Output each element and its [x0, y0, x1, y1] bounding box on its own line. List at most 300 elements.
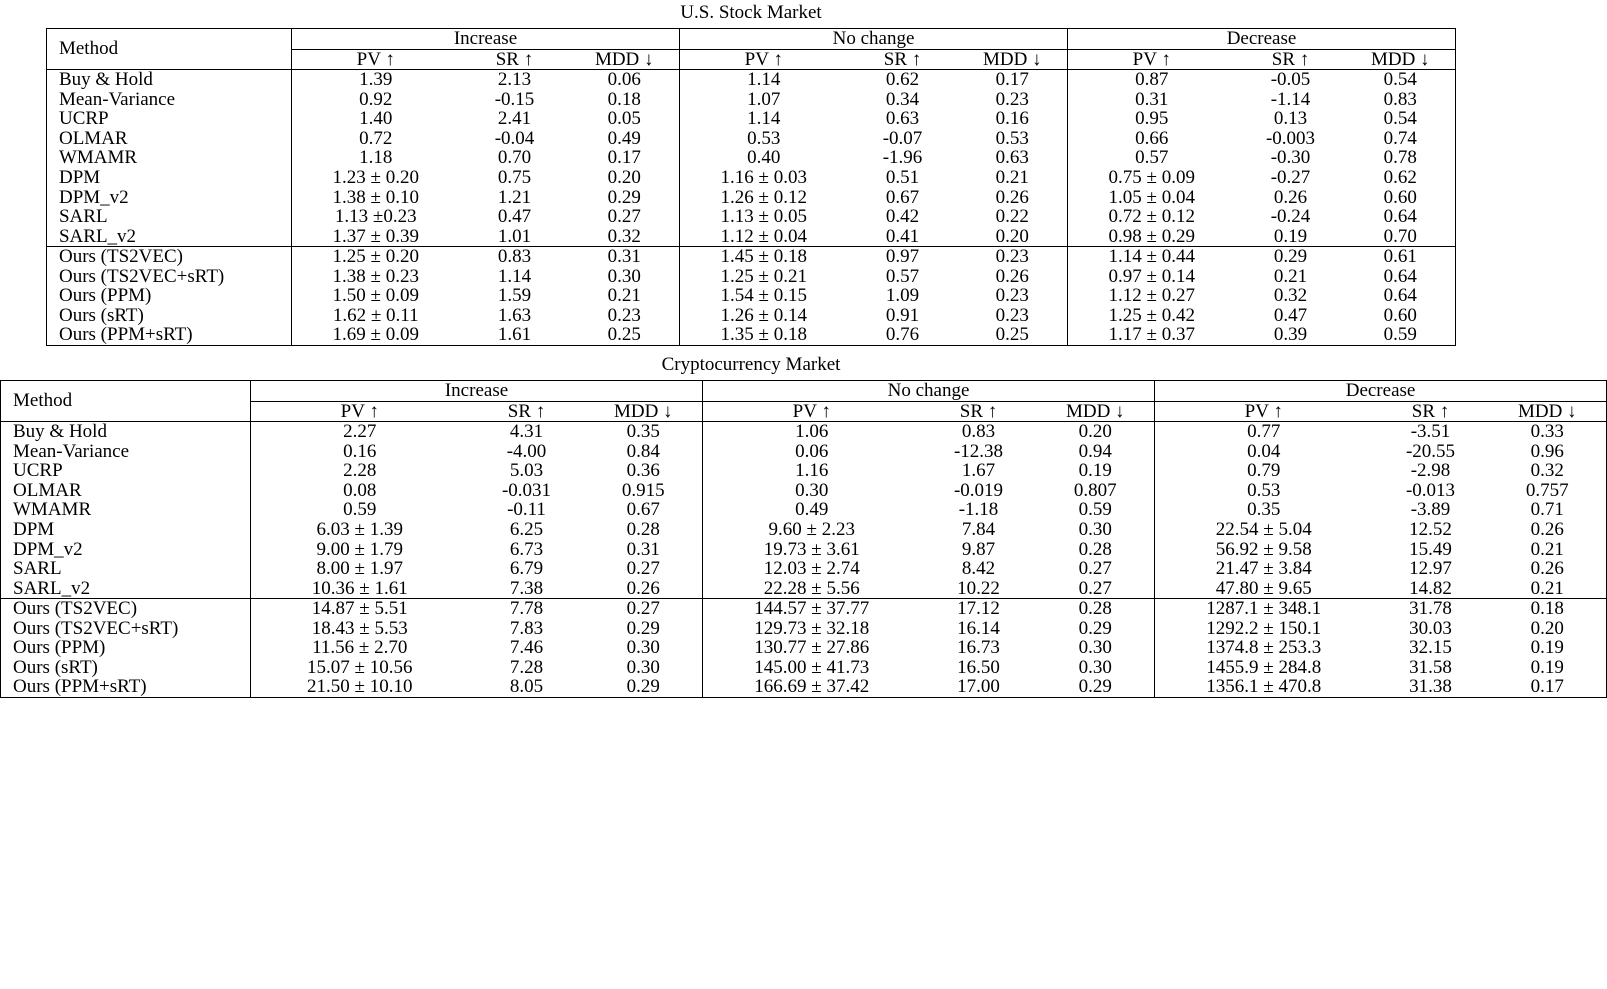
table-cell: 1.62 ± 0.11: [332, 304, 419, 326]
table-cell: 0.94: [1037, 442, 1155, 462]
row-method-label: UCRP: [1, 461, 251, 481]
table-cell: 0.67: [585, 500, 703, 520]
header-group-decrease: Decrease: [1155, 381, 1607, 402]
table-cell: 144.57 ± 37.77: [703, 599, 921, 619]
table-cell: 0.60: [1346, 306, 1456, 326]
table-cell: -0.07: [882, 127, 923, 149]
row-method-label: WMAMR: [1, 500, 251, 520]
table-row: [1, 422, 1607, 442]
table-cell: 0.26: [1273, 186, 1308, 208]
header-metric-sr-increase: SR ↑: [459, 49, 569, 70]
table-cell: 30.03: [1409, 617, 1452, 639]
table-cell: 0.757: [1489, 481, 1607, 501]
table-cell: 0.62: [848, 70, 958, 90]
table-cell: 166.69 ± 37.42: [703, 677, 921, 697]
table-cell: 0.72 ± 0.12: [1108, 206, 1195, 228]
table-cell: 16.73: [957, 637, 1000, 659]
table-cell: 0.40: [747, 147, 781, 169]
table-row: [46, 267, 1455, 287]
table-cell: 0.83: [1346, 90, 1456, 110]
table-cell: 0.95: [1135, 108, 1169, 130]
table-cell: 1.50 ± 0.09: [332, 285, 419, 307]
table-cell: 1.38 ± 0.23: [332, 265, 419, 287]
table-cell: 0.97: [848, 247, 958, 267]
table-cell: 129.73 ± 32.18: [754, 617, 870, 639]
table-cell: -12.38: [953, 440, 1004, 462]
table-cell: 0.98 ± 0.29: [1108, 225, 1195, 247]
table-cell: 10.36 ± 1.61: [311, 577, 408, 599]
table-cell: 0.77: [1155, 422, 1373, 442]
table-cell: 1287.1 ± 348.1: [1155, 599, 1373, 619]
table-row: [1, 540, 1607, 560]
table-row: [1, 500, 1607, 520]
table-cell: 0.25: [569, 325, 679, 345]
table-cell: 14.87 ± 5.51: [251, 599, 469, 619]
table-cell: 4.31: [469, 422, 585, 442]
table-cell: 7.83: [509, 617, 544, 639]
row-method-label: SARL_v2: [46, 227, 291, 247]
table-cell: 16.14: [957, 617, 1000, 639]
row-method-label: Ours (TS2VEC): [46, 247, 291, 267]
table-cell: 0.16: [958, 109, 1068, 129]
table-cell: 8.00 ± 1.97: [316, 558, 403, 580]
header-metric-sr-decrease: SR ↑: [1236, 49, 1346, 70]
table-cell: 0.83: [459, 247, 569, 267]
table-cell: 1.39: [291, 70, 459, 90]
table-cell: 0.30: [569, 267, 679, 287]
table-row: [1, 638, 1607, 658]
table-caption-cryptocurrency-market: Cryptocurrency Market: [661, 354, 841, 375]
table-cell: 0.32: [569, 227, 679, 247]
table-cell: 0.41: [885, 225, 920, 247]
table-cell: 17.12: [921, 599, 1037, 619]
table-cell: 1.07: [747, 88, 781, 110]
table-cell: 0.27: [585, 599, 703, 619]
table-cell: 0.76: [848, 325, 958, 345]
row-method-label: Ours (PPM+sRT): [1, 677, 251, 697]
table-cell: 0.64: [1346, 267, 1456, 287]
table-cell: 0.53: [958, 129, 1068, 149]
table-cell: 0.23: [958, 247, 1068, 267]
table-cell: 1.13 ± 0.05: [720, 206, 807, 228]
table-cell: 0.26: [1489, 559, 1607, 579]
row-method-label: DPM: [46, 168, 291, 188]
table-cell: 0.35: [585, 422, 703, 442]
header-metric-sr-increase: SR ↑: [469, 401, 585, 422]
table-row: [46, 168, 1455, 188]
table-cell: 0.19: [1489, 638, 1607, 658]
table-cell: 0.27: [1037, 579, 1155, 599]
header-group-decrease: Decrease: [1068, 29, 1456, 50]
table-cell: -0.11: [507, 499, 546, 521]
table-row: [1, 520, 1607, 540]
header-metric-sr-no-change: SR ↑: [848, 49, 958, 70]
table-cell: 1.01: [497, 225, 532, 247]
table-cell: 1.14: [680, 70, 848, 90]
table-cell: 0.26: [1489, 520, 1607, 540]
table-cell: 56.92 ± 9.58: [1215, 538, 1312, 560]
row-method-label: SARL: [1, 559, 251, 579]
table-cell: 1.14: [747, 108, 781, 130]
table-cell: 1.59: [497, 285, 532, 307]
table-cell: 11.56 ± 2.70: [312, 637, 408, 659]
table-cell: 0.23: [958, 286, 1068, 306]
row-method-label: Ours (TS2VEC+sRT): [1, 619, 251, 639]
table-cell: 0.79: [1247, 460, 1281, 482]
table-row: [46, 70, 1455, 90]
table-cell: 0.19: [1273, 225, 1308, 247]
table-cell: 0.47: [1273, 304, 1308, 326]
table-cell: 6.03 ± 1.39: [316, 518, 403, 540]
header-method: Method: [1, 381, 251, 422]
table-cell: 31.58: [1409, 656, 1452, 678]
table-cell: 0.84: [585, 442, 703, 462]
table-cell: 0.19: [1037, 461, 1155, 481]
table-block-us-stock-market: [0, 0, 1502, 346]
table-cell: 12.97: [1409, 558, 1452, 580]
table-row: [1, 677, 1607, 697]
table-cell: 0.13: [1273, 108, 1308, 130]
table-cell: 9.00 ± 1.79: [316, 538, 403, 560]
table-cell: 0.64: [1346, 286, 1456, 306]
table-cell: 9.60 ± 2.23: [768, 518, 855, 540]
table-cell: 0.47: [497, 206, 532, 228]
table-cell: -1.96: [882, 147, 923, 169]
table-cell: 0.26: [958, 188, 1068, 208]
table-cell: 0.20: [1489, 619, 1607, 639]
table-cell: 0.26: [958, 267, 1068, 287]
table-cell: 0.31: [1135, 88, 1169, 110]
table-cell: 0.21: [1273, 265, 1308, 287]
table-cell: -1.18: [958, 499, 999, 521]
table-cell: 0.87: [1068, 70, 1236, 90]
table-cell: 1.23 ± 0.20: [332, 166, 419, 188]
table-cell: 0.71: [1489, 500, 1607, 520]
table-cell: 0.807: [1037, 481, 1155, 501]
table-cell: 0.29: [1236, 247, 1346, 267]
table-cell: 7.78: [469, 599, 585, 619]
table-cell: 6.73: [509, 538, 544, 560]
table-cell: 0.61: [1346, 247, 1456, 267]
row-method-label: Ours (PPM): [46, 286, 291, 306]
table-cell: 0.62: [1346, 168, 1456, 188]
table-cell: 0.05: [569, 109, 679, 129]
table-cell: 8.05: [469, 677, 585, 697]
header-metric-pv-increase: PV ↑: [291, 49, 459, 70]
row-method-label: WMAMR: [46, 148, 291, 168]
table-cell: 0.27: [569, 207, 679, 227]
table-cell: 1.45 ± 0.18: [680, 247, 848, 267]
header-group-no-change: No change: [680, 29, 1068, 50]
table-cell: 1.14: [497, 265, 532, 287]
table-cell: 0.53: [747, 127, 781, 149]
table-cell: 0.21: [569, 286, 679, 306]
table-cell: 0.19: [1489, 658, 1607, 678]
table-cell: 1.14 ± 0.44: [1068, 247, 1236, 267]
table-row: [46, 129, 1455, 149]
header-metric-sr-no-change: SR ↑: [921, 401, 1037, 422]
table-row: [46, 286, 1455, 306]
table-cell: 0.22: [958, 207, 1068, 227]
table-cell: 0.63: [958, 148, 1068, 168]
table-cell: 1.06: [703, 422, 921, 442]
table-cell: 0.32: [1273, 285, 1308, 307]
table-cell: 0.92: [359, 88, 393, 110]
table-cell: 15.49: [1409, 538, 1452, 560]
table-cell: 0.29: [569, 188, 679, 208]
table-header-group-row: [46, 29, 1455, 50]
table-cell: 0.20: [958, 227, 1068, 247]
table-cell: 0.23: [958, 90, 1068, 110]
table-cell: 0.04: [1247, 440, 1281, 462]
table-cell: 12.52: [1409, 518, 1452, 540]
row-method-label: Ours (TS2VEC): [1, 599, 251, 619]
table-cell: 1.37 ± 0.39: [332, 225, 419, 247]
table-row: [1, 461, 1607, 481]
table-cell: 0.49: [569, 129, 679, 149]
header-group-increase: Increase: [251, 381, 703, 402]
table-cell: 0.915: [585, 481, 703, 501]
table-cell: 0.28: [1037, 599, 1155, 619]
table-cell: 15.07 ± 10.56: [307, 656, 413, 678]
table-cell: 2.27: [251, 422, 469, 442]
table-cell: 0.26: [585, 579, 703, 599]
table-cell: 0.06: [569, 70, 679, 90]
table-cell: 0.27: [1037, 559, 1155, 579]
table-cell: 0.29: [585, 619, 703, 639]
table-cell: 7.38: [509, 577, 544, 599]
table-cell: 0.97 ± 0.14: [1108, 265, 1195, 287]
table-cell: 0.60: [1346, 188, 1456, 208]
table-caption-us-stock-market: U.S. Stock Market: [680, 2, 822, 23]
row-method-label: Ours (PPM): [1, 638, 251, 658]
table-row: [1, 658, 1607, 678]
table-row: [46, 247, 1455, 267]
table-cell: 0.57: [885, 265, 920, 287]
table-cell: 0.30: [1037, 638, 1155, 658]
table-cell: 0.59: [343, 499, 377, 521]
table-cell: 1.21: [497, 186, 532, 208]
table-row: [46, 227, 1455, 247]
table-cell: 1.17 ± 0.37: [1068, 325, 1236, 345]
table-cell: 21.50 ± 10.10: [251, 677, 469, 697]
table-cell: 0.29: [1037, 619, 1155, 639]
table-cell: 1.63: [497, 304, 532, 326]
header-method: Method: [46, 29, 291, 70]
table-cell: -3.89: [1410, 499, 1451, 521]
table-cell: 21.47 ± 3.84: [1215, 558, 1312, 580]
table-cell: 6.25: [509, 518, 544, 540]
row-method-label: UCRP: [46, 109, 291, 129]
row-method-label: Ours (PPM+sRT): [46, 325, 291, 345]
table-cell: 47.80 ± 9.65: [1215, 577, 1312, 599]
table-row: [46, 90, 1455, 110]
table-cell: 0.21: [1489, 540, 1607, 560]
table-cell: -0.031: [501, 479, 552, 501]
row-method-label: SARL_v2: [1, 579, 251, 599]
table-cell: 1.40: [359, 108, 393, 130]
header-metric-pv-increase: PV ↑: [251, 401, 469, 422]
table-cell: 1.12 ± 0.27: [1108, 285, 1195, 307]
table-cell: 0.29: [1037, 677, 1155, 697]
table-cell: 0.91: [885, 304, 920, 326]
table-cell: 0.08: [343, 479, 377, 501]
table-cell: -0.30: [1270, 147, 1311, 169]
table-cell: 2.28: [343, 460, 377, 482]
table-cell: -3.51: [1373, 422, 1489, 442]
table-cell: -0.003: [1265, 127, 1316, 149]
header-metric-mdd-no-change: MDD ↓: [1037, 401, 1155, 422]
table-cell: 6.79: [509, 558, 544, 580]
table-cell: 0.74: [1346, 129, 1456, 149]
table-cell: 32.15: [1409, 637, 1452, 659]
table-cell: 0.33: [1489, 422, 1607, 442]
table-cell: 0.83: [921, 422, 1037, 442]
table-cell: 22.54 ± 5.04: [1215, 518, 1312, 540]
table-cell: 0.17: [958, 70, 1068, 90]
table-cell: 0.16: [343, 440, 377, 462]
table-cell: 0.28: [585, 520, 703, 540]
table-row: [1, 599, 1607, 619]
table-cell: 8.42: [961, 558, 996, 580]
table-cell: 0.34: [885, 88, 920, 110]
table-cell: 0.51: [885, 166, 920, 188]
table-cell: 1455.9 ± 284.8: [1206, 656, 1322, 678]
table-cell: 7.84: [961, 518, 996, 540]
table-cell: -0.019: [953, 479, 1004, 501]
table-cell: 0.30: [795, 479, 829, 501]
table-cell: 31.38: [1373, 677, 1489, 697]
row-method-label: Ours (TS2VEC+sRT): [46, 267, 291, 287]
header-metric-mdd-decrease: MDD ↓: [1489, 401, 1607, 422]
table-row: [1, 559, 1607, 579]
row-method-label: DPM: [1, 520, 251, 540]
header-metric-pv-decrease: PV ↑: [1068, 49, 1236, 70]
table-cell: -2.98: [1410, 460, 1451, 482]
table-cell: 1356.1 ± 470.8: [1155, 677, 1373, 697]
table-cell: 1.26 ± 0.14: [720, 304, 807, 326]
table-cell: 0.31: [569, 247, 679, 267]
table-row: [46, 148, 1455, 168]
header-metric-pv-no-change: PV ↑: [680, 49, 848, 70]
table-cell: 0.67: [885, 186, 920, 208]
table-cell: 0.06: [795, 440, 829, 462]
results-table-us-stock-market: [46, 28, 1456, 346]
table-cell: 0.49: [795, 499, 829, 521]
table-cell: 0.54: [1346, 109, 1456, 129]
table-row: [46, 207, 1455, 227]
table-cell: 1.26 ± 0.12: [720, 186, 807, 208]
table-cell: 2.13: [459, 70, 569, 90]
table-cell: 1.09: [885, 285, 920, 307]
table-cell: 0.53: [1247, 479, 1281, 501]
row-method-label: Buy & Hold: [1, 422, 251, 442]
table-cell: 0.70: [497, 147, 532, 169]
table-cell: 0.59: [1346, 325, 1456, 345]
table-cell: 0.27: [585, 559, 703, 579]
table-cell: 0.75 ± 0.09: [1108, 166, 1195, 188]
table-cell: 0.30: [1037, 658, 1155, 678]
header-metric-mdd-increase: MDD ↓: [569, 49, 679, 70]
table-cell: 7.46: [509, 637, 544, 659]
table-cell: 0.30: [585, 658, 703, 678]
table-cell: 1.25 ± 0.20: [291, 247, 459, 267]
row-method-label: Ours (sRT): [46, 306, 291, 326]
table-cell: 0.42: [885, 206, 920, 228]
table-cell: 0.39: [1236, 325, 1346, 345]
table-row: [46, 306, 1455, 326]
table-cell: 2.41: [497, 108, 532, 130]
table-cell: 0.66: [1135, 127, 1169, 149]
table-cell: 1.67: [961, 460, 996, 482]
table-cell: 0.18: [569, 90, 679, 110]
table-cell: 1.05 ± 0.04: [1108, 186, 1195, 208]
table-row: [1, 619, 1607, 639]
table-cell: -0.15: [494, 88, 535, 110]
table-cell: 130.77 ± 27.86: [754, 637, 870, 659]
table-cell: 0.25: [958, 325, 1068, 345]
table-cell: 1.13 ±0.23: [334, 206, 417, 228]
table-cell: 1.61: [459, 325, 569, 345]
table-cell: 1.25 ± 0.21: [720, 265, 807, 287]
row-method-label: Ours (sRT): [1, 658, 251, 678]
table-cell: 1.54 ± 0.15: [720, 285, 807, 307]
table-cell: 1.38 ± 0.10: [332, 186, 419, 208]
table-cell: 0.20: [569, 168, 679, 188]
table-cell: 7.28: [509, 656, 544, 678]
table-cell: 22.28 ± 5.56: [763, 577, 860, 599]
table-cell: 1.16: [795, 460, 829, 482]
table-header-group-row: [1, 381, 1607, 402]
header-metric-mdd-increase: MDD ↓: [585, 401, 703, 422]
table-cell: 0.17: [569, 148, 679, 168]
table-cell: -0.27: [1270, 166, 1311, 188]
table-row: [1, 442, 1607, 462]
table-cell: 1.69 ± 0.09: [291, 325, 459, 345]
table-cell: 1.25 ± 0.42: [1108, 304, 1195, 326]
table-cell: 18.43 ± 5.53: [311, 617, 408, 639]
table-cell: 1.18: [359, 147, 393, 169]
table-cell: -0.24: [1270, 206, 1311, 228]
table-body-cryptocurrency-market: [1, 422, 1607, 698]
table-cell: -0.04: [494, 127, 535, 149]
table-row: [46, 109, 1455, 129]
table-cell: 14.82: [1409, 577, 1452, 599]
table-cell: 0.23: [958, 306, 1068, 326]
table-cell: 9.87: [961, 538, 996, 560]
table-body-us-stock-market: [46, 70, 1455, 346]
table-cell: 0.70: [1346, 227, 1456, 247]
table-cell: 0.64: [1346, 207, 1456, 227]
table-cell: 0.78: [1346, 148, 1456, 168]
table-cell: 1.12 ± 0.04: [720, 225, 807, 247]
row-method-label: Mean-Variance: [46, 90, 291, 110]
table-cell: -0.05: [1236, 70, 1346, 90]
row-method-label: Buy & Hold: [46, 70, 291, 90]
table-cell: 0.36: [585, 461, 703, 481]
table-cell: -4.00: [506, 440, 547, 462]
table-cell: 0.75: [497, 166, 532, 188]
table-cell: 1374.8 ± 253.3: [1206, 637, 1322, 659]
header-metric-pv-no-change: PV ↑: [703, 401, 921, 422]
table-row: [1, 481, 1607, 501]
table-cell: 145.00 ± 41.73: [754, 656, 870, 678]
table-cell: 10.22: [957, 577, 1000, 599]
table-cell: 31.78: [1373, 599, 1489, 619]
table-cell: 19.73 ± 3.61: [763, 538, 860, 560]
table-block-cryptocurrency-market: [0, 352, 1577, 698]
row-method-label: SARL: [46, 207, 291, 227]
